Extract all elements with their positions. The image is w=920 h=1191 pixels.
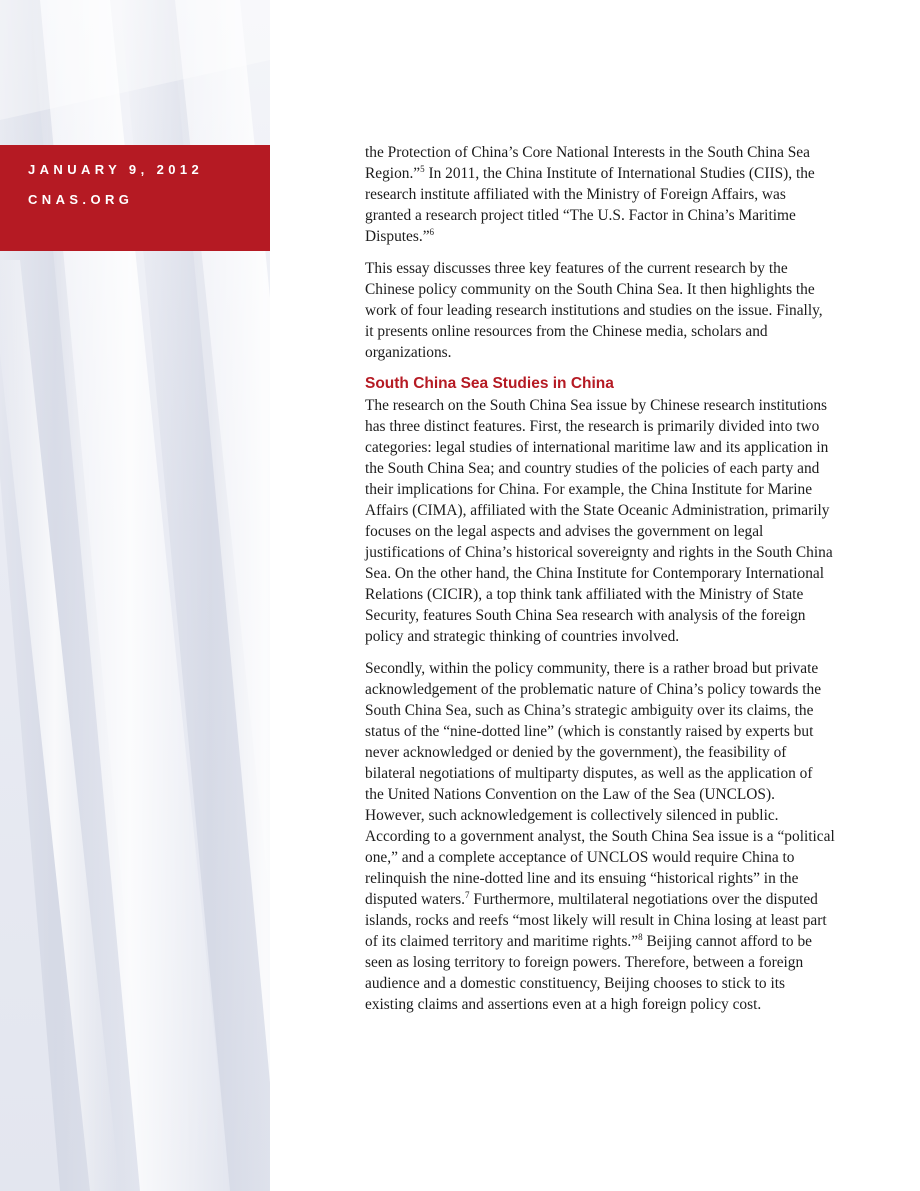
- paragraph-4: [365, 658, 835, 1015]
- paragraph-1: [365, 142, 835, 247]
- paragraph-1-text-b: In 2011, the China Institute of International Studies (CIIS), the research institute affiliated with the Ministry of Foreign Affairs, was granted a research project titled “The U.S. Factor in China’s Maritime Disputes.”: [365, 165, 815, 245]
- section-heading: South China Sea Studies in China: [365, 375, 614, 392]
- footnote-ref-8[interactable]: 8: [638, 932, 643, 942]
- paragraph-1-text-a: the Protection of China’s Core National Interests in the South China Sea Region.”: [365, 144, 810, 182]
- paragraph-4-text-a: Secondly, within the policy community, there is a rather broad but private acknowledgement of the problematic nature of China’s policy towards the South China Sea, such as China’s strategic ambiguity over its claims, the status of the “nine-dotted line” (which is constantly raised by experts but never acknowledged or denied by the government), the feasibility of bilateral negotiations of multiparty disputes, as well as the application of the United Nations Convention on the Law of the Sea (UNCLOS). However, such acknowledgement is collectively silenced in public. According to a government analyst, the South China Sea issue is a “political one,” and a complete acceptance of UNCLOS would require China to relinquish the nine-dotted line and its ensuing “historical rights” in the disputed waters.: [365, 660, 835, 908]
- footnote-ref-6[interactable]: 6: [429, 227, 435, 237]
- sidebar-panel: [0, 0, 270, 1191]
- paragraph-2: This essay discusses three key features of the current research by the Chinese policy community on the South China Sea. It then highlights the work of four leading research institutions and studies on the issue. Finally, it presents online resources from the Chinese media, scholars and organizations.: [365, 260, 823, 361]
- footnote-ref-7[interactable]: 7: [465, 890, 470, 900]
- date-band: [0, 145, 270, 251]
- site-link[interactable]: CNAS.ORG: [28, 192, 134, 207]
- article-body: [365, 142, 835, 1026]
- publication-date: JANUARY 9, 2012: [28, 162, 204, 177]
- paragraph-3: The research on the South China Sea issue by Chinese research institutions has three distinct features. First, the research is primarily divided into two categories: legal studies of international maritime law and its application in the South China Sea; and country studies of the policies of each party and their implications for China. For example, the China Institute for Marine Affairs (CIMA), affiliated with the State Oceanic Administration, primarily focuses on the legal aspects and advises the government on legal justifications of China’s historical sovereignty and rights in the South China Sea. On the other hand, the China Institute for Contemporary International Relations (CICIR), a top think tank affiliated with the Ministry of State Security, features South China Sea research with analysis of the foreign policy and strategic thinking of countries involved.: [365, 397, 833, 645]
- footnote-ref-5[interactable]: 5: [420, 164, 425, 174]
- paragraph-4-text-c: Beijing cannot afford to be seen as losing territory to foreign powers. Therefore, between a foreign audience and a domestic constituency, Beijing chooses to stick to its existing claims and assertions even at a high foreign policy cost.: [365, 933, 813, 1013]
- paragraph-4-text-b: Furthermore, multilateral negotiations over the disputed islands, rocks and reefs “most likely will result in China losing at least part of its claimed territory and maritime rights.”: [365, 891, 827, 950]
